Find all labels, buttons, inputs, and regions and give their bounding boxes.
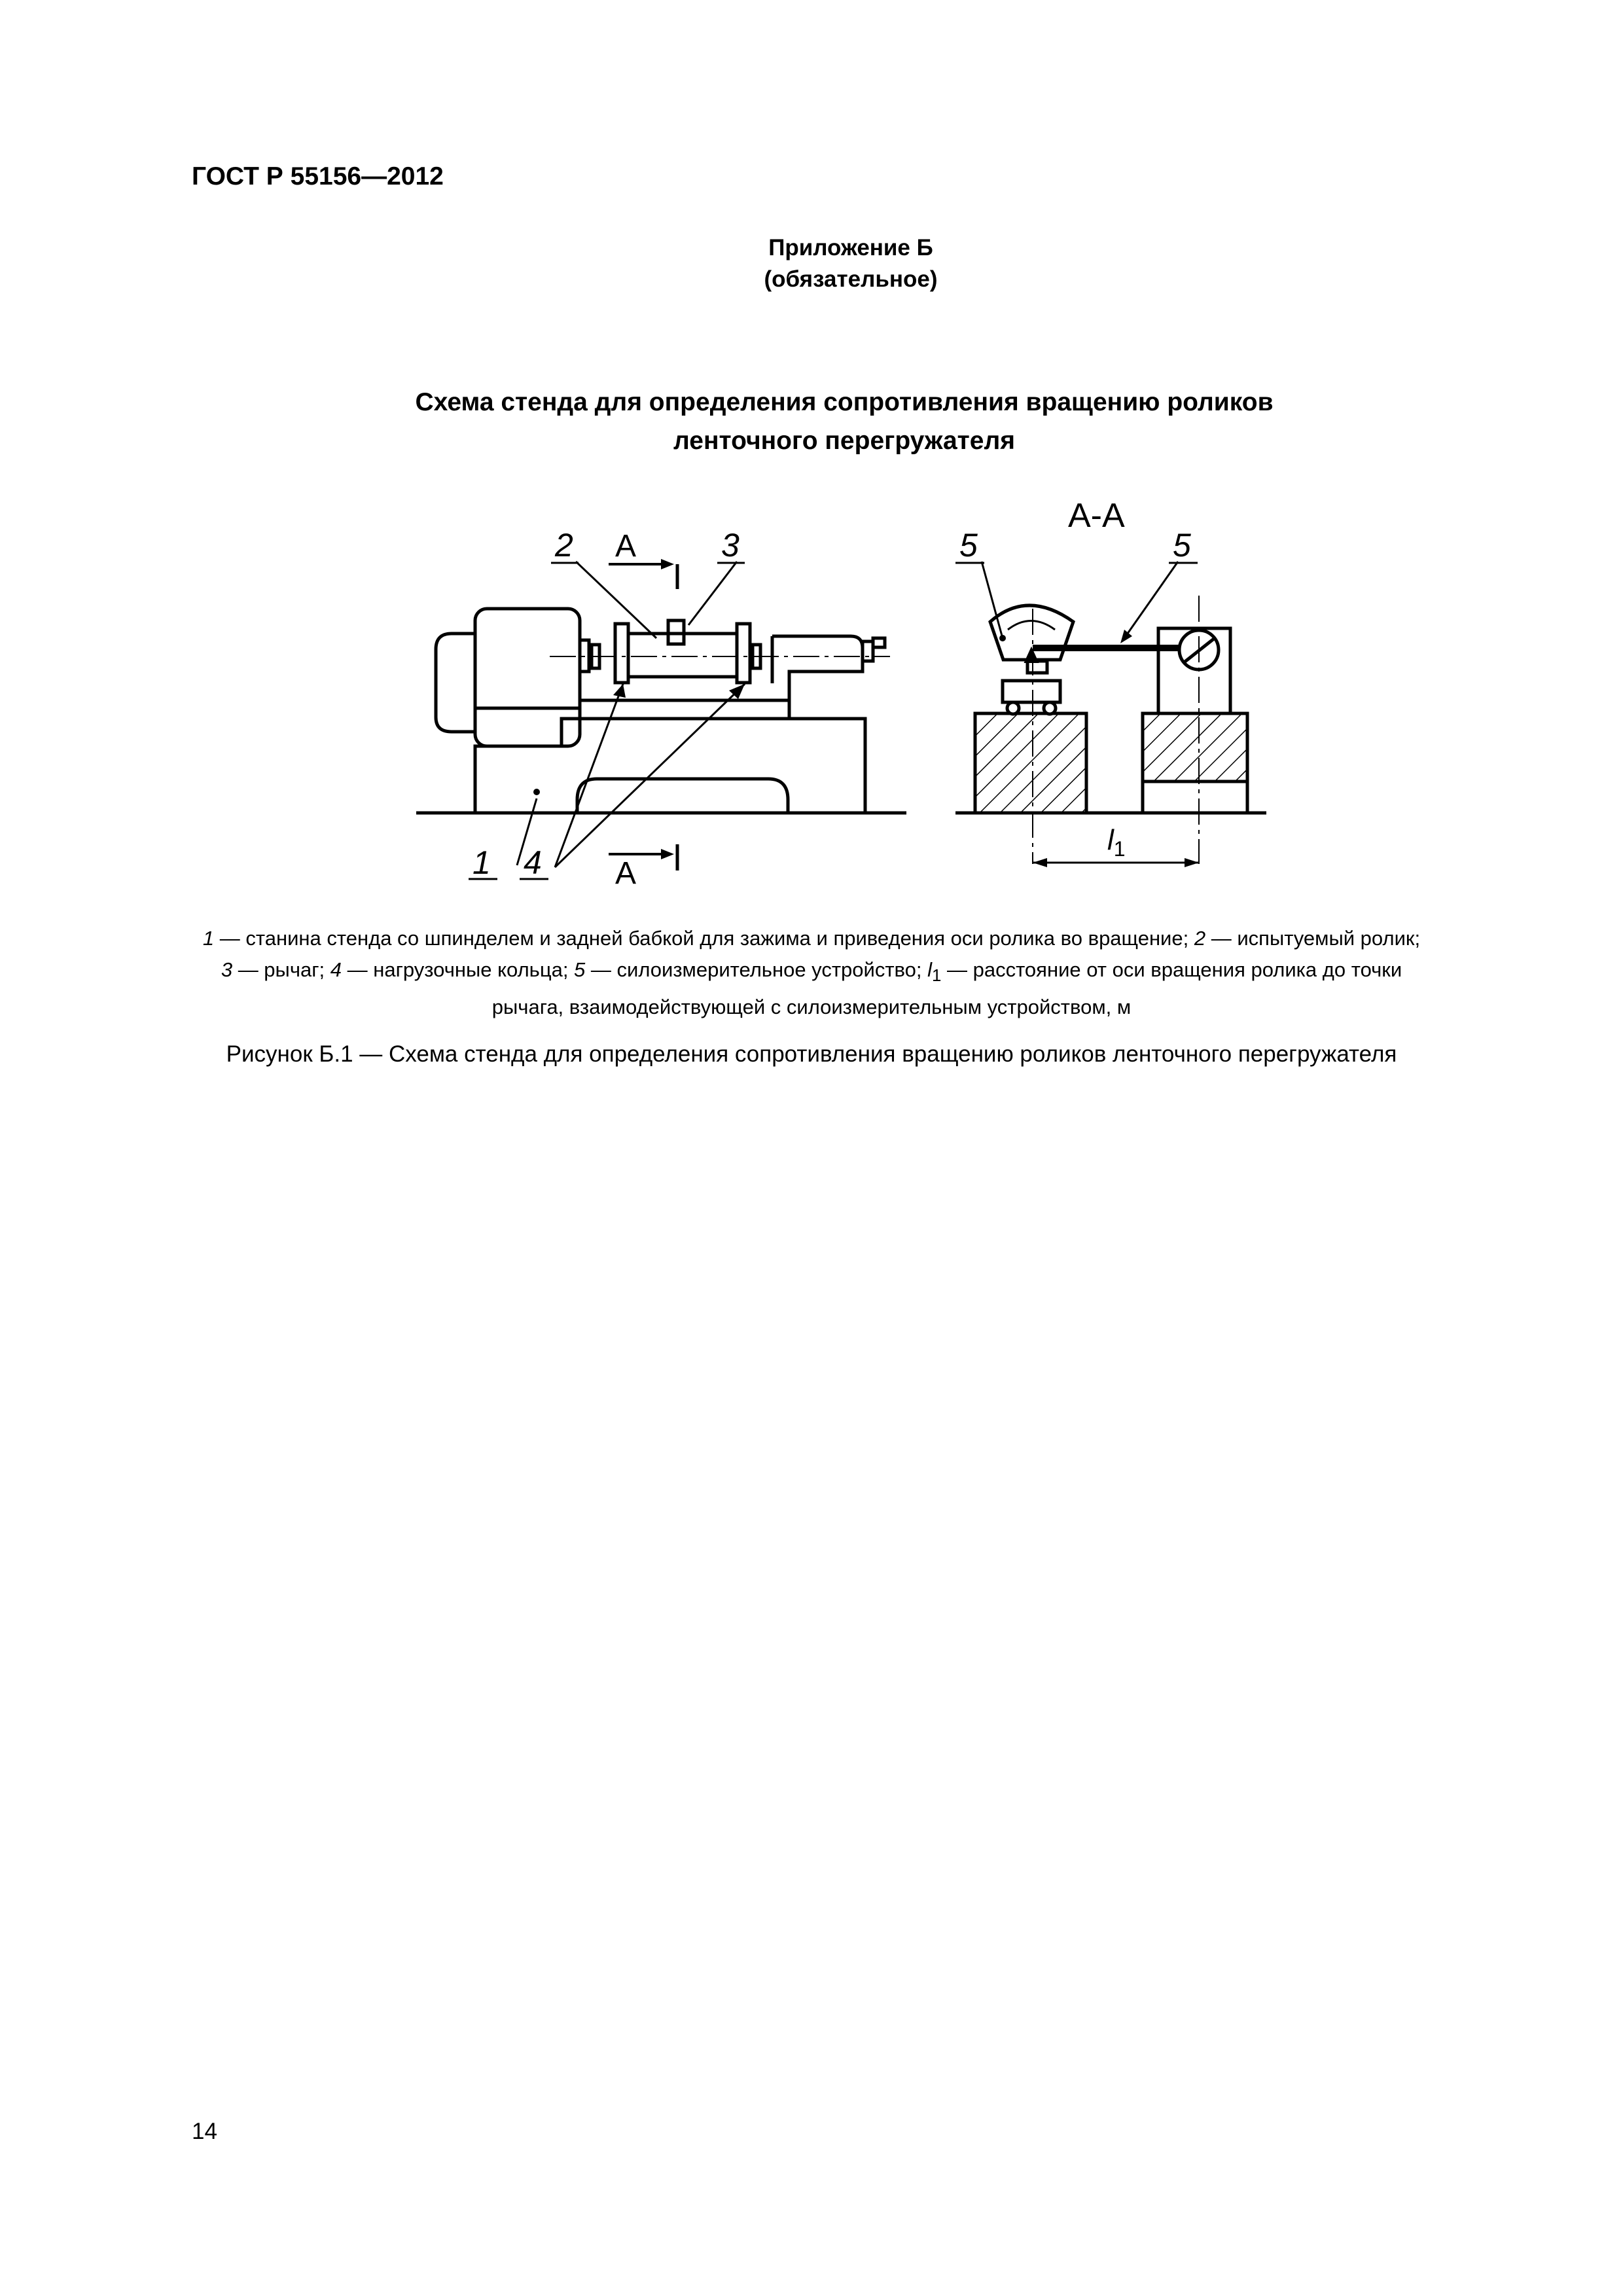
support-block-left <box>975 713 1086 813</box>
callout-5-right: 5 <box>1173 527 1191 564</box>
legend-line-3: рычага, взаимодействующей с силоизмерительным устройством, м <box>491 996 1132 1019</box>
legend-var-sub: 1 <box>932 967 942 986</box>
callouts-left <box>469 527 745 881</box>
cut-letter-top: А <box>615 529 637 564</box>
bench-side-view <box>416 609 906 813</box>
cut-letter-bottom: А <box>615 856 637 891</box>
annex-status: (обязательное) <box>764 266 938 292</box>
base-arch <box>577 779 788 813</box>
page-number: 14 <box>192 2119 217 2144</box>
tailstock-screw <box>873 638 885 647</box>
figure-legend <box>170 923 1453 1023</box>
force-measuring-device <box>990 605 1073 714</box>
legend-text-3: — рычаг; <box>232 958 330 981</box>
tailstock <box>772 636 863 719</box>
legend-text-4: — нагрузочные кольца; <box>342 958 575 981</box>
section-title-line-2: ленточного перегружателя <box>673 427 1015 455</box>
dimension-label <box>1107 824 1126 861</box>
dimension-subscript: 1 <box>1113 837 1126 861</box>
section-view-label: А-А <box>1068 497 1125 535</box>
motor-end-cap <box>436 634 475 732</box>
legend-num-2: 2 <box>1194 927 1206 950</box>
legend-text-5: — силоизмерительное устройство; <box>585 958 928 981</box>
legend-text-1: — станина стенда со шпинделем и задней бабкой для зажима и приведения оси ролика во вращение; <box>214 927 1194 950</box>
legend-line-2 <box>170 954 1453 992</box>
callout-4: 4 <box>524 844 542 881</box>
load-ring-right <box>737 624 750 683</box>
section-title-line-1: Схема стенда для определения сопротивления вращению роликов <box>415 388 1274 416</box>
annex-title: Приложение Б <box>768 235 933 260</box>
support-block-right <box>1143 713 1247 781</box>
callout-3: 3 <box>721 527 740 564</box>
legend-num-3: 3 <box>221 958 233 981</box>
bench-base <box>475 719 865 813</box>
motor-body <box>475 609 580 746</box>
callout-5-left: 5 <box>959 527 978 564</box>
load-ring-left <box>615 624 628 683</box>
callout-2: 2 <box>555 527 573 564</box>
legend-text-2: — испытуемый ролик; <box>1205 927 1421 950</box>
figure-caption: Рисунок Б.1 — Схема стенда для определения сопротивления вращению роликов ленточного перегружателя <box>226 1041 1397 1067</box>
section-cut-markers <box>609 559 677 870</box>
legend-num-4: 4 <box>330 958 342 981</box>
test-stand-figure <box>0 0 1623 916</box>
support-block-right-base <box>1143 781 1247 813</box>
legend-num-1: 1 <box>202 927 215 950</box>
legend-var-l: l <box>927 958 932 981</box>
dimension-letter: l <box>1107 824 1114 856</box>
callout-1: 1 <box>473 844 491 881</box>
legend-text-6: — расстояние от оси вращения ролика до точки <box>941 958 1402 981</box>
legend-line-1 <box>170 923 1453 954</box>
document-number: ГОСТ Р 55156—2012 <box>192 162 444 190</box>
legend-num-5: 5 <box>574 958 586 981</box>
